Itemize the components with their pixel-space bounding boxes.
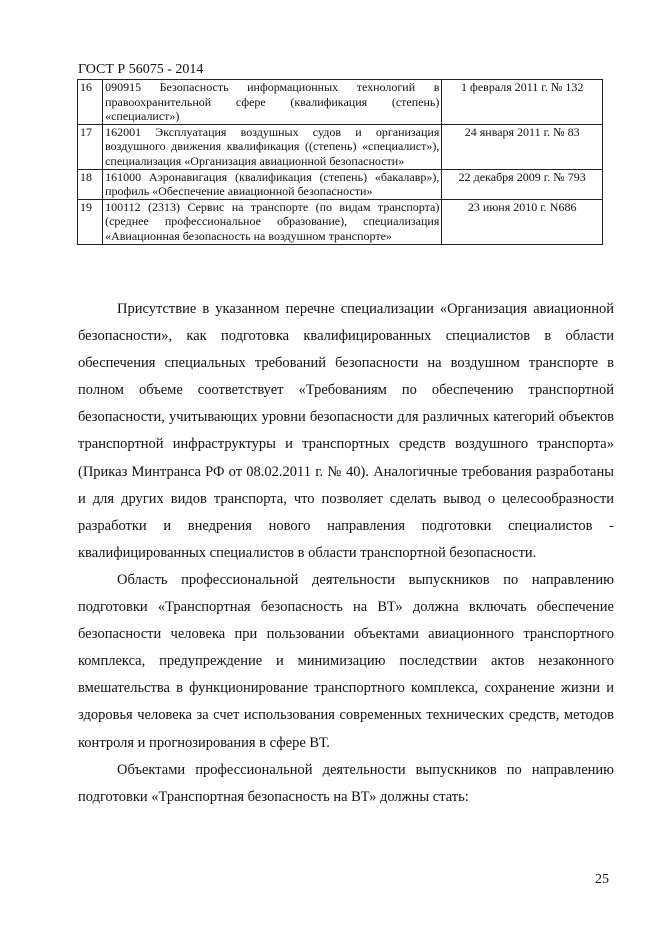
row-order-date: 24 января 2011 г. № 83 — [442, 124, 603, 169]
row-number: 16 — [78, 80, 103, 125]
row-description: 162001 Эксплуатация воздушных судов и организация воздушного движения квалификация ((степень) «специалист»), специализация «Организация авиационной безопасности» — [103, 124, 442, 169]
page-number: 25 — [595, 872, 609, 887]
specialties-table — [77, 79, 603, 245]
row-number: 18 — [78, 169, 103, 199]
row-order-date: 23 июня 2010 г. N686 — [442, 199, 603, 244]
table-row — [78, 169, 603, 199]
row-order-date: 1 февраля 2011 г. № 132 — [442, 80, 603, 125]
row-description: 090915 Безопасность информационных технологий в правоохранительной сфере (квалификация (степень) «специалист») — [103, 80, 442, 125]
paragraph: Объектами профессиональной деятельности выпускников по направлению подготовки «Транспортная безопасность на ВТ» должны стать: — [78, 761, 614, 805]
row-number: 19 — [78, 199, 103, 244]
table-row — [78, 124, 603, 169]
paragraph: Область профессиональной деятельности выпускников по направлению подготовки «Транспортная безопасность на ВТ» должна включать обеспечение безопасности человека при пользовании объектами авиационного транспортного комплекса, предупреждение и минимизацию последствии актов незаконного вмешательства в функционирование транспортного комплекса, сохранение жизни и здоровья человека за счет использования современных технических средств, методов контроля и прогнозирования в сфере ВТ. — [78, 571, 614, 751]
row-number: 17 — [78, 124, 103, 169]
document-header: ГОСТ Р 56075 - 2014 — [78, 62, 204, 77]
table-row — [78, 199, 603, 244]
paragraph: Присутствие в указанном перечне специализации «Организация авиационной безопасности», как подготовка квалифицированных специалистов в области обеспечения специальных требований безопасности на воздушном транспорте в полном объеме соответствует «Требованиям по обеспечению транспортной безопасности, учитывающих уровни безопасности для различных категорий объектов транспортной инфраструктуры и транспортных средств воздушного транспорта» (Приказ Минтранса РФ от 08.02.2011 г. № 40). Аналогичные требования разработаны и для других видов транспорта, что позволяет сделать вывод о целесообразности разработки и внедрения нового направления подготовки специалистов - квалифицированных специалистов в области транспортной безопасности. — [78, 301, 614, 561]
row-description: 161000 Аэронавигация (квалификация (степень) «бакалавр»), профиль «Обеспечение авиационной безопасности» — [103, 169, 442, 199]
table-row — [78, 80, 603, 125]
row-order-date: 22 декабря 2009 г. № 793 — [442, 169, 603, 199]
row-description: 100112 (2313) Сервис на транспорте (по видам транспорта) (среднее профессиональное образование), специализация «Авиационная безопасность на воздушном транспорте» — [103, 199, 442, 244]
body-text — [78, 296, 614, 811]
